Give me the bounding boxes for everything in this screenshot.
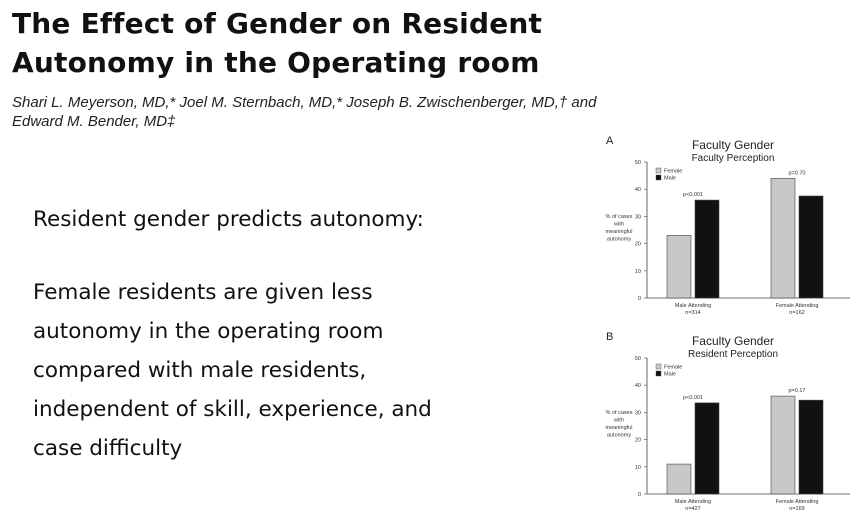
chart-a-legend-label: Male: [664, 175, 676, 182]
chart-a-y-tick-label: 20: [634, 241, 641, 248]
chart-a-y-tick-label: 50: [634, 160, 641, 166]
chart-a-bar: [695, 200, 719, 298]
finding-line-1: Female residents are given less: [33, 280, 373, 305]
chart-a-category-label: Male Attending: [674, 303, 712, 309]
chart-b-bar: [799, 400, 823, 494]
bar-chart-a: [590, 131, 865, 321]
chart-a-y-tick-label: 10: [634, 268, 641, 275]
chart-a-legend-swatch: [656, 175, 661, 180]
chart-b-legend-swatch: [656, 364, 661, 369]
chart-a-p-value-label: p<0.001: [682, 192, 704, 199]
chart-b-category-n-label: n=427: [685, 506, 701, 512]
chart-b-category-label: Female Attending: [775, 499, 819, 505]
chart-a-y-tick-label: 40: [634, 187, 641, 194]
chart-b-y-tick-label: 40: [634, 383, 641, 390]
chart-a-y-axis-label: autonomy: [606, 236, 632, 243]
slide-body: [33, 200, 553, 468]
chart-b-y-tick-label: 10: [634, 464, 641, 471]
paper-title-line-1: The Effect of Gender on Resident: [12, 7, 543, 40]
chart-b-legend-swatch: [656, 371, 661, 376]
chart-a-category-n-label: n=314: [685, 310, 701, 316]
author-list: [12, 93, 712, 131]
finding-line-4: independent of skill, experience, and: [33, 397, 432, 422]
chart-a-p-value-label: p=0.70: [788, 170, 806, 177]
chart-b-bar: [695, 403, 719, 494]
chart-a-y-axis-label: with: [614, 221, 624, 228]
chart-b-y-axis-label: with: [614, 417, 624, 424]
chart-b-y-axis-label: % of cases: [605, 410, 633, 416]
chart-panel-b: [590, 327, 865, 517]
chart-b-panel-label: B: [606, 331, 614, 343]
bar-chart-b: [590, 327, 865, 517]
chart-a-y-tick-label: 30: [634, 214, 641, 221]
key-finding-heading: Resident gender predicts autonomy:: [33, 207, 424, 232]
chart-b-y-tick-label: 50: [634, 356, 641, 362]
chart-b-p-value-label: p<0.001: [682, 394, 704, 401]
paper-title: [12, 4, 612, 82]
chart-b-category-label: Male Attending: [674, 499, 712, 505]
chart-b-legend-label: Female: [664, 364, 683, 371]
chart-b-y-tick-label: 20: [634, 437, 641, 444]
chart-b-category-n-label: n=169: [789, 506, 805, 512]
author-line-2: Edward M. Bender, MD‡: [12, 113, 176, 130]
chart-a-category-label: Female Attending: [775, 303, 819, 309]
chart-b-chart-subtitle: Resident Perception: [687, 349, 779, 360]
chart-a-chart-subtitle: Faculty Perception: [691, 153, 775, 164]
chart-a-chart-title: Faculty Gender: [691, 138, 775, 152]
chart-a-y-axis-label: meaningful: [605, 229, 633, 235]
chart-b-y-tick-label: 30: [634, 410, 641, 417]
chart-a-category-n-label: n=162: [789, 310, 805, 316]
paper-title-line-2: Autonomy in the Operating room: [12, 46, 540, 79]
chart-b-p-value-label: p=0.17: [788, 388, 806, 395]
chart-b-y-axis-label: meaningful: [605, 425, 633, 431]
chart-b-bar: [667, 464, 691, 494]
chart-b-legend-label: Male: [664, 371, 676, 378]
finding-line-3: compared with male residents,: [33, 358, 367, 383]
chart-a-bar: [799, 196, 823, 298]
chart-b-bar: [771, 396, 795, 494]
chart-a-legend-swatch: [656, 168, 661, 173]
chart-a-y-axis-label: % of cases: [605, 214, 633, 220]
chart-b-y-axis-label: autonomy: [606, 432, 632, 439]
author-line-1: Shari L. Meyerson, MD,* Joel M. Sternbach, MD,* Joseph B. Zwischenberger, MD,† and: [12, 94, 597, 111]
chart-a-bar: [667, 235, 691, 298]
chart-a-panel-label: A: [606, 135, 614, 147]
chart-b-y-tick-label: 0: [637, 492, 641, 498]
chart-a-bar: [771, 178, 795, 298]
finding-line-5: case difficulty: [33, 436, 183, 461]
chart-a-legend-label: Female: [664, 168, 683, 175]
chart-b-chart-title: Faculty Gender: [691, 334, 775, 348]
chart-a-y-tick-label: 0: [637, 296, 641, 302]
chart-panel-a: [590, 131, 865, 321]
finding-line-2: autonomy in the operating room: [33, 319, 384, 344]
